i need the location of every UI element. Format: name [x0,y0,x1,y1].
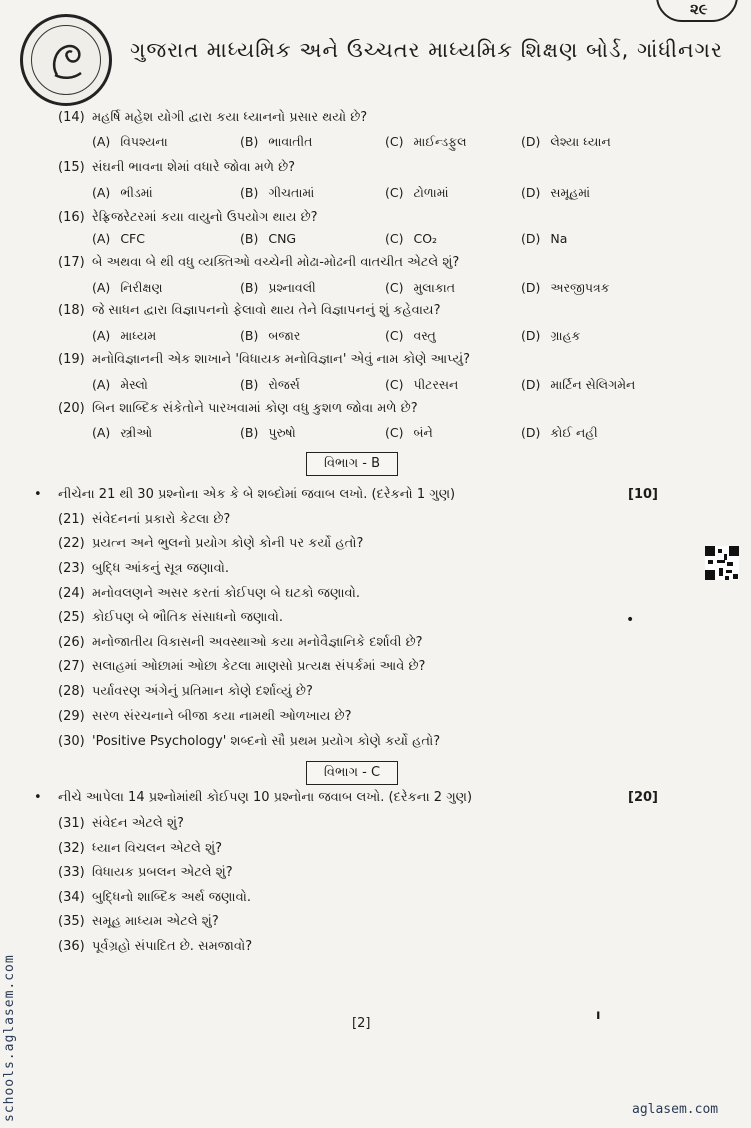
qr-code-icon [705,546,739,580]
option: (B) રોજર્સ [240,377,300,392]
question-text: (16) રેફ્રિજરેટરમાં કયા વાયુનો ઉપયોગ થાય છે? [58,210,318,225]
option: (B) ગીચતામાં [240,185,315,200]
watermark-right: aglasem.com [632,1102,719,1117]
option: (A) માધ્યમ [92,328,157,343]
question-text: (35) સમૂહ માધ્યમ એટલે શું? [58,914,219,929]
question-text: (36) પૂર્વગ્રહો સંપાદિત છે. સમજાવો? [58,939,253,954]
question-text: (30) 'Positive Psychology' શબ્દનો સૌ પ્રથમ પ્રયોગ કોણે કર્યો હતો? [58,734,441,749]
question-text: (25) કોઈપણ બે ભૌતિક સંસાધનો જણાવો. [58,610,283,625]
option: (A) ભીડમાં [92,185,153,200]
question-text: (15) સંઘની ભાવના શેમાં વધારે જોવા મળે છે? [58,160,296,175]
question-text: (29) સરળ સંરચનાને બીજા કયા નામથી ઓળખાય છે? [58,709,352,724]
option: (D) કોઈ નહી [521,425,598,440]
option: (D) ગ્રાહક [521,328,581,343]
option-row [92,185,712,203]
board-seal-logo [20,14,112,106]
option: (B) CNG [240,231,297,246]
option: (B) પ્રશ્નાવલી [240,280,316,295]
option: (D) અરજીપત્રક [521,280,610,295]
section-c-marks: [20] [628,790,658,805]
section-b-heading: વિભાગ - B [306,452,398,476]
option: (A) નિરીક્ષણ [92,280,163,295]
question-text: (26) મનોજાતીય વિકાસની અવસ્થાઓ કયા મનોવૈજ્ઞાનિકે દર્શાવી છે? [58,635,423,650]
section-c-instruction: • નીચે આપેલા 14 પ્રશ્નોમાંથી કોઈપણ 10 પ્રશ્નોના જવાબ લખો. (દરેકના 2 ગુણ) [34,790,473,805]
question-text: (18) જે સાધન દ્વારા વિજ્ઞાપનનો ફેલાવો થાય તેને વિજ્ઞાપનનું શું કહેવાય? [58,303,441,318]
option: (C) વસ્તુ [385,328,436,343]
option: (D) લેશ્યા ધ્યાન [521,134,611,149]
option-row [92,425,712,443]
option: (A) વિપશ્યના [92,134,168,149]
question-text: (27) સલાહમાં ઓછામાં ઓછા કેટલા માણસો પ્રત્યક્ષ સંપર્કમાં આવે છે? [58,659,426,674]
board-title: ગુજરાત માધ્યમિક અને ઉચ્ચતર માધ્યમિક શિક્ષણ બોર્ડ, ગાંધીનગર [130,38,723,62]
option-row [92,377,712,395]
option: (D) Na [521,231,568,246]
question-text: (20) બિન શાબ્દિક સંકેતોને પારખવામાં કોણ વધુ કુશળ જોવા મળે છે? [58,401,418,416]
option: (D) સમૂહમાં [521,185,591,200]
question-text: (21) સંવેદનનાં પ્રકારો કેટલા છે? [58,512,231,527]
option: (A) CFC [92,231,145,246]
page-number: [2] [352,1016,371,1031]
option-row [92,231,712,249]
option: (C) બંને [385,425,433,440]
option: (C) CO₂ [385,231,438,246]
option: (B) ભાવાતીત [240,134,313,149]
watermark-left: schools.aglasem.com [2,954,17,1122]
question-text: (32) ધ્યાન વિચલન એટલે શું? [58,841,223,856]
option-row [92,328,712,346]
option: (B) બજાર [240,328,301,343]
question-text: (24) મનોવલણને અસર કરતાં કોઈપણ બે ઘટકો જણાવો. [58,586,360,601]
option-row [92,134,712,152]
section-b-instruction: • નીચેના 21 થી 30 પ્રશ્નોના એક કે બે શબ્દોમાં જવાબ લખો. (દરેકનો 1 ગુણ) [34,487,456,502]
question-text: (14) મહર્ષિ મહેશ યોગી દ્વારા કયા ધ્યાનનો પ્રસાર થયો છે? [58,110,368,125]
question-text: (34) બુદ્ધિનો શાબ્દિક અર્થ જણાવો. [58,890,252,905]
option: (D) માર્ટિન સેલિગમેન [521,377,636,392]
stray-dot-mark: • [626,612,635,628]
question-text: (28) પર્યાવરણ અંગેનું પ્રતિમાન કોણે દર્શાવ્યું છે? [58,684,313,699]
option: (C) માઈન્ડફુલ [385,134,467,149]
option: (C) ટોળામાં [385,185,449,200]
option-row [92,280,712,298]
question-text: (17) બે અથવા બે થી વધુ વ્યક્તિઓ વચ્ચેની મોઢા-મોઢની વાતચીત એટલે શું? [58,255,460,270]
section-b-marks: [10] [628,487,658,502]
question-text: (31) સંવેદન એટલે શું? [58,816,184,831]
question-text: (22) પ્રયત્ન અને ભુલનો પ્રયોગ કોણે કોની પર કર્યો હતો? [58,536,364,551]
question-text: (33) વિધાયક પ્રબલન એટલે શું? [58,865,233,880]
stray-mark: ı [596,1008,601,1023]
option: (C) મુલાકાત [385,280,455,295]
section-c-heading: વિભાગ - C [306,761,398,785]
question-text: (19) મનોવિજ્ઞાનની એક શાખાને 'વિધાયક મનોવિજ્ઞાન' એવું નામ કોણે આપ્યું? [58,352,471,367]
option: (C) પીટરસન [385,377,459,392]
corner-handwritten-number: ૨૯ [690,0,708,18]
swan-emblem-icon [49,41,85,81]
question-text: (23) બુદ્ધિ આંકનું સૂત્ર જણાવો. [58,561,230,576]
option: (A) મેસ્લો [92,377,148,392]
option: (A) સ્ત્રીઓ [92,425,153,440]
option: (B) પુરુષો [240,425,296,440]
